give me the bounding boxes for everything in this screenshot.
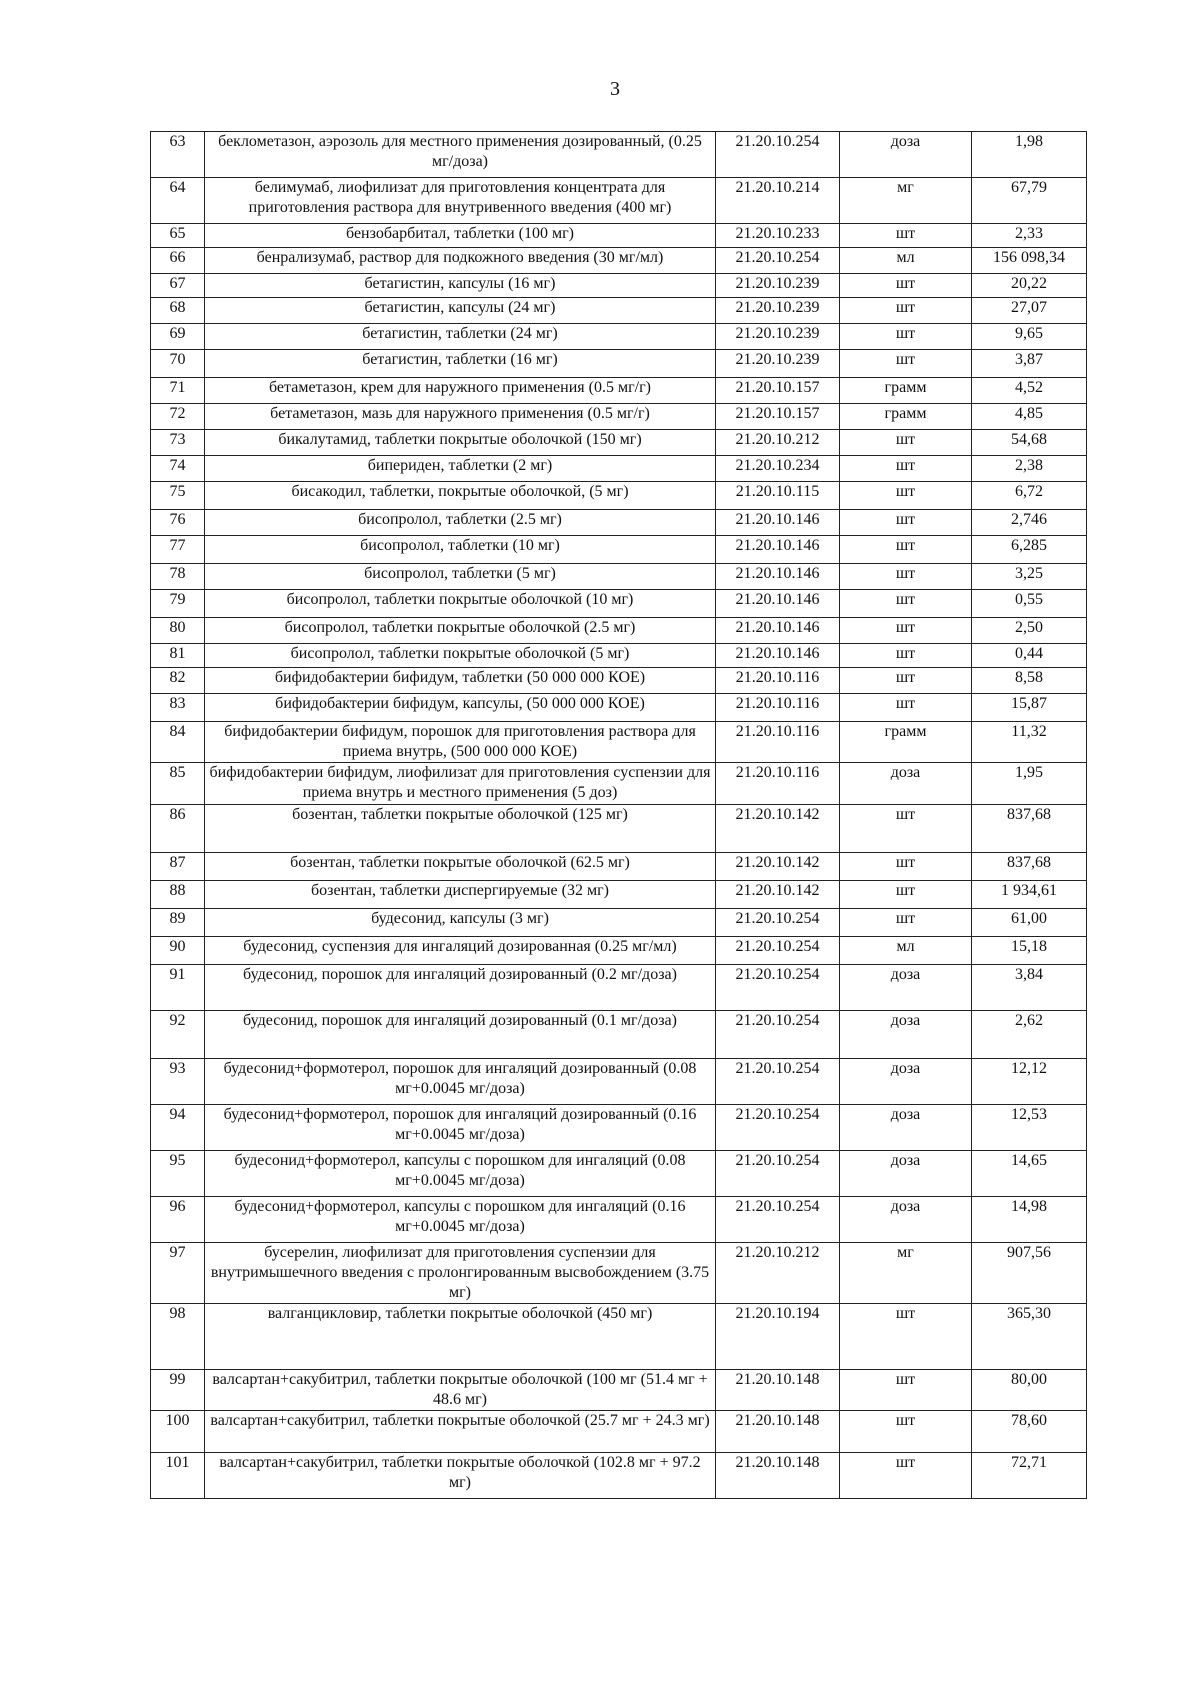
row-number: 68	[151, 298, 205, 324]
product-code: 21.20.10.146	[716, 618, 840, 644]
table-row	[151, 1059, 1087, 1105]
unit: шт	[840, 805, 972, 853]
product-code: 21.20.10.146	[716, 510, 840, 536]
unit: шт	[840, 1411, 972, 1453]
product-code: 21.20.10.239	[716, 324, 840, 350]
drug-name: бифидобактерии бифидум, порошок для приготовления раствора для приема внутрь, (500 000 000 КОЕ)	[205, 722, 716, 763]
row-number: 96	[151, 1197, 205, 1243]
row-number: 93	[151, 1059, 205, 1105]
price: 4,85	[972, 404, 1087, 430]
price: 365,30	[972, 1304, 1087, 1370]
drug-name: бифидобактерии бифидум, таблетки (50 000 000 КОЕ)	[205, 668, 716, 694]
drug-name: бифидобактерии бифидум, капсулы, (50 000 000 КОЕ)	[205, 694, 716, 722]
table-row	[151, 694, 1087, 722]
table-row	[151, 1151, 1087, 1197]
table-row	[151, 668, 1087, 694]
row-number: 92	[151, 1011, 205, 1059]
unit: шт	[840, 909, 972, 937]
row-number: 81	[151, 644, 205, 668]
row-number: 72	[151, 404, 205, 430]
drug-name: бозентан, таблетки диспергируемые (32 мг)	[205, 881, 716, 909]
drug-name: бозентан, таблетки покрытые оболочкой (62.5 мг)	[205, 853, 716, 881]
row-number: 95	[151, 1151, 205, 1197]
row-number: 89	[151, 909, 205, 937]
price: 0,44	[972, 644, 1087, 668]
price: 907,56	[972, 1243, 1087, 1304]
table-row	[151, 805, 1087, 853]
drug-price-table	[150, 131, 1087, 1499]
drug-name: бетагистин, таблетки (16 мг)	[205, 350, 716, 378]
row-number: 90	[151, 937, 205, 965]
drug-name: белимумаб, лиофилизат для приготовления концентрата для приготовления раствора для внутривенного введения (400 мг)	[205, 178, 716, 224]
product-code: 21.20.10.142	[716, 881, 840, 909]
product-code: 21.20.10.254	[716, 1197, 840, 1243]
price: 6,285	[972, 536, 1087, 564]
drug-name: беклометазон, аэрозоль для местного применения дозированный, (0.25 мг/доза)	[205, 132, 716, 178]
product-code: 21.20.10.157	[716, 378, 840, 404]
unit: шт	[840, 510, 972, 536]
row-number: 91	[151, 965, 205, 1011]
unit: грамм	[840, 378, 972, 404]
product-code: 21.20.10.254	[716, 1059, 840, 1105]
row-number: 73	[151, 430, 205, 456]
table-row	[151, 350, 1087, 378]
price: 2,62	[972, 1011, 1087, 1059]
product-code: 21.20.10.115	[716, 482, 840, 510]
price: 2,33	[972, 224, 1087, 248]
row-number: 79	[151, 590, 205, 618]
row-number: 100	[151, 1411, 205, 1453]
product-code: 21.20.10.146	[716, 644, 840, 668]
row-number: 70	[151, 350, 205, 378]
unit: мл	[840, 937, 972, 965]
product-code: 21.20.10.254	[716, 248, 840, 274]
drug-name: бетагистин, таблетки (24 мг)	[205, 324, 716, 350]
unit: шт	[840, 482, 972, 510]
row-number: 74	[151, 456, 205, 482]
price: 3,25	[972, 564, 1087, 590]
price: 2,38	[972, 456, 1087, 482]
drug-name: будесонид, суспензия для ингаляций дозированная (0.25 мг/мл)	[205, 937, 716, 965]
row-number: 65	[151, 224, 205, 248]
unit: доза	[840, 1197, 972, 1243]
unit: шт	[840, 618, 972, 644]
table-row	[151, 536, 1087, 564]
row-number: 84	[151, 722, 205, 763]
product-code: 21.20.10.254	[716, 1151, 840, 1197]
unit: шт	[840, 274, 972, 298]
table-row	[151, 132, 1087, 178]
drug-name: бисопролол, таблетки покрытые оболочкой (2.5 мг)	[205, 618, 716, 644]
drug-name: будесонид+формотерол, капсулы с порошком для ингаляций (0.16 мг+0.0045 мг/доза)	[205, 1197, 716, 1243]
product-code: 21.20.10.116	[716, 668, 840, 694]
unit: шт	[840, 881, 972, 909]
product-code: 21.20.10.157	[716, 404, 840, 430]
product-code: 21.20.10.212	[716, 430, 840, 456]
table-row	[151, 224, 1087, 248]
table-row	[151, 881, 1087, 909]
price: 1 934,61	[972, 881, 1087, 909]
product-code: 21.20.10.146	[716, 536, 840, 564]
table-row	[151, 482, 1087, 510]
product-code: 21.20.10.148	[716, 1453, 840, 1499]
price: 15,87	[972, 694, 1087, 722]
product-code: 21.20.10.254	[716, 132, 840, 178]
unit: шт	[840, 1304, 972, 1370]
product-code: 21.20.10.148	[716, 1370, 840, 1411]
table-row	[151, 590, 1087, 618]
table-row	[151, 1011, 1087, 1059]
unit: шт	[840, 536, 972, 564]
table-row	[151, 644, 1087, 668]
row-number: 67	[151, 274, 205, 298]
unit: доза	[840, 132, 972, 178]
row-number: 76	[151, 510, 205, 536]
table-row	[151, 618, 1087, 644]
drug-name: бисакодил, таблетки, покрытые оболочкой, (5 мг)	[205, 482, 716, 510]
table-row	[151, 1411, 1087, 1453]
unit: доза	[840, 1151, 972, 1197]
table-row	[151, 324, 1087, 350]
table-row	[151, 248, 1087, 274]
row-number: 75	[151, 482, 205, 510]
row-number: 88	[151, 881, 205, 909]
table-row	[151, 298, 1087, 324]
unit: доза	[840, 763, 972, 805]
row-number: 64	[151, 178, 205, 224]
price: 2,50	[972, 618, 1087, 644]
table-row	[151, 853, 1087, 881]
price: 837,68	[972, 805, 1087, 853]
unit: мг	[840, 1243, 972, 1304]
drug-name: бозентан, таблетки покрытые оболочкой (125 мг)	[205, 805, 716, 853]
product-code: 21.20.10.254	[716, 1011, 840, 1059]
price: 8,58	[972, 668, 1087, 694]
unit: грамм	[840, 404, 972, 430]
unit: шт	[840, 1453, 972, 1499]
price: 0,55	[972, 590, 1087, 618]
table-row	[151, 1243, 1087, 1304]
product-code: 21.20.10.254	[716, 1105, 840, 1151]
table-row	[151, 722, 1087, 763]
row-number: 85	[151, 763, 205, 805]
product-code: 21.20.10.146	[716, 590, 840, 618]
price: 78,60	[972, 1411, 1087, 1453]
row-number: 71	[151, 378, 205, 404]
row-number: 83	[151, 694, 205, 722]
drug-name: валсартан+сакубитрил, таблетки покрытые оболочкой (102.8 мг + 97.2 мг)	[205, 1453, 716, 1499]
unit: шт	[840, 564, 972, 590]
unit: мг	[840, 178, 972, 224]
unit: шт	[840, 456, 972, 482]
unit: шт	[840, 430, 972, 456]
drug-name: бетагистин, капсулы (16 мг)	[205, 274, 716, 298]
price: 11,32	[972, 722, 1087, 763]
price: 15,18	[972, 937, 1087, 965]
product-code: 21.20.10.239	[716, 298, 840, 324]
price: 67,79	[972, 178, 1087, 224]
table-row	[151, 1197, 1087, 1243]
table-row	[151, 965, 1087, 1011]
row-number: 69	[151, 324, 205, 350]
price: 80,00	[972, 1370, 1087, 1411]
row-number: 99	[151, 1370, 205, 1411]
drug-name: будесонид+формотерол, порошок для ингаляций дозированный (0.08 мг+0.0045 мг/доза)	[205, 1059, 716, 1105]
unit: шт	[840, 224, 972, 248]
drug-name: бусерелин, лиофилизат для приготовления суспензии для внутримышечного введения с пролонгированным высвобождением (3.75 мг)	[205, 1243, 716, 1304]
price: 3,87	[972, 350, 1087, 378]
product-code: 21.20.10.116	[716, 722, 840, 763]
product-code: 21.20.10.254	[716, 937, 840, 965]
row-number: 80	[151, 618, 205, 644]
table-row	[151, 510, 1087, 536]
unit: доза	[840, 965, 972, 1011]
unit: мл	[840, 248, 972, 274]
product-code: 21.20.10.116	[716, 694, 840, 722]
product-code: 21.20.10.142	[716, 853, 840, 881]
table-row	[151, 430, 1087, 456]
drug-name: будесонид, порошок для ингаляций дозированный (0.2 мг/доза)	[205, 965, 716, 1011]
drug-name: бетаметазон, мазь для наружного применения (0.5 мг/г)	[205, 404, 716, 430]
row-number: 66	[151, 248, 205, 274]
price: 6,72	[972, 482, 1087, 510]
table-row	[151, 404, 1087, 430]
table-row	[151, 1105, 1087, 1151]
product-code: 21.20.10.142	[716, 805, 840, 853]
price: 27,07	[972, 298, 1087, 324]
unit: шт	[840, 350, 972, 378]
product-code: 21.20.10.194	[716, 1304, 840, 1370]
drug-name: бензобарбитал, таблетки (100 мг)	[205, 224, 716, 248]
page-number: 3	[610, 78, 620, 100]
unit: шт	[840, 853, 972, 881]
table-row	[151, 564, 1087, 590]
drug-name: бисопролол, таблетки покрытые оболочкой (5 мг)	[205, 644, 716, 668]
drug-name: бисопролол, таблетки покрытые оболочкой (10 мг)	[205, 590, 716, 618]
drug-name: бисопролол, таблетки (10 мг)	[205, 536, 716, 564]
drug-name: валсартан+сакубитрил, таблетки покрытые оболочкой (25.7 мг + 24.3 мг)	[205, 1411, 716, 1453]
unit: шт	[840, 324, 972, 350]
row-number: 86	[151, 805, 205, 853]
table-row	[151, 378, 1087, 404]
unit: грамм	[840, 722, 972, 763]
row-number: 78	[151, 564, 205, 590]
table-row	[151, 456, 1087, 482]
product-code: 21.20.10.116	[716, 763, 840, 805]
product-code: 21.20.10.233	[716, 224, 840, 248]
price: 20,22	[972, 274, 1087, 298]
row-number: 82	[151, 668, 205, 694]
drug-name: валсартан+сакубитрил, таблетки покрытые оболочкой (100 мг (51.4 мг + 48.6 мг)	[205, 1370, 716, 1411]
unit: шт	[840, 694, 972, 722]
product-code: 21.20.10.234	[716, 456, 840, 482]
drug-name: будесонид, капсулы (3 мг)	[205, 909, 716, 937]
row-number: 63	[151, 132, 205, 178]
product-code: 21.20.10.239	[716, 350, 840, 378]
price: 1,98	[972, 132, 1087, 178]
unit: шт	[840, 644, 972, 668]
price: 61,00	[972, 909, 1087, 937]
drug-name: бетагистин, капсулы (24 мг)	[205, 298, 716, 324]
drug-name: будесонид+формотерол, капсулы с порошком для ингаляций (0.08 мг+0.0045 мг/доза)	[205, 1151, 716, 1197]
price: 2,746	[972, 510, 1087, 536]
drug-name: валганцикловир, таблетки покрытые оболочкой (450 мг)	[205, 1304, 716, 1370]
product-code: 21.20.10.254	[716, 909, 840, 937]
price: 4,52	[972, 378, 1087, 404]
price: 14,98	[972, 1197, 1087, 1243]
price: 72,71	[972, 1453, 1087, 1499]
table-row	[151, 909, 1087, 937]
product-code: 21.20.10.146	[716, 564, 840, 590]
price: 14,65	[972, 1151, 1087, 1197]
price: 156 098,34	[972, 248, 1087, 274]
drug-name: бисопролол, таблетки (5 мг)	[205, 564, 716, 590]
price: 12,12	[972, 1059, 1087, 1105]
row-number: 101	[151, 1453, 205, 1499]
row-number: 77	[151, 536, 205, 564]
row-number: 87	[151, 853, 205, 881]
drug-name: бетаметазон, крем для наружного применения (0.5 мг/г)	[205, 378, 716, 404]
product-code: 21.20.10.254	[716, 965, 840, 1011]
unit: доза	[840, 1011, 972, 1059]
unit: шт	[840, 298, 972, 324]
product-code: 21.20.10.214	[716, 178, 840, 224]
drug-name: бипериден, таблетки (2 мг)	[205, 456, 716, 482]
table-row	[151, 1370, 1087, 1411]
table-row	[151, 1304, 1087, 1370]
product-code: 21.20.10.148	[716, 1411, 840, 1453]
unit: шт	[840, 590, 972, 618]
price: 837,68	[972, 853, 1087, 881]
drug-name: бенрализумаб, раствор для подкожного введения (30 мг/мл)	[205, 248, 716, 274]
drug-name: будесонид, порошок для ингаляций дозированный (0.1 мг/доза)	[205, 1011, 716, 1059]
drug-name: бифидобактерии бифидум, лиофилизат для приготовления суспензии для приема внутрь и местного применения (5 доз)	[205, 763, 716, 805]
row-number: 98	[151, 1304, 205, 1370]
table-row	[151, 763, 1087, 805]
row-number: 97	[151, 1243, 205, 1304]
price: 9,65	[972, 324, 1087, 350]
price: 1,95	[972, 763, 1087, 805]
price: 3,84	[972, 965, 1087, 1011]
drug-name: будесонид+формотерол, порошок для ингаляций дозированный (0.16 мг+0.0045 мг/доза)	[205, 1105, 716, 1151]
table-row	[151, 1453, 1087, 1499]
unit: доза	[840, 1105, 972, 1151]
price: 12,53	[972, 1105, 1087, 1151]
unit: шт	[840, 1370, 972, 1411]
row-number: 94	[151, 1105, 205, 1151]
price: 54,68	[972, 430, 1087, 456]
table-row	[151, 274, 1087, 298]
product-code: 21.20.10.239	[716, 274, 840, 298]
unit: шт	[840, 668, 972, 694]
product-code: 21.20.10.212	[716, 1243, 840, 1304]
drug-name: бикалутамид, таблетки покрытые оболочкой (150 мг)	[205, 430, 716, 456]
drug-name: бисопролол, таблетки (2.5 мг)	[205, 510, 716, 536]
table-row	[151, 937, 1087, 965]
table-row	[151, 178, 1087, 224]
unit: доза	[840, 1059, 972, 1105]
